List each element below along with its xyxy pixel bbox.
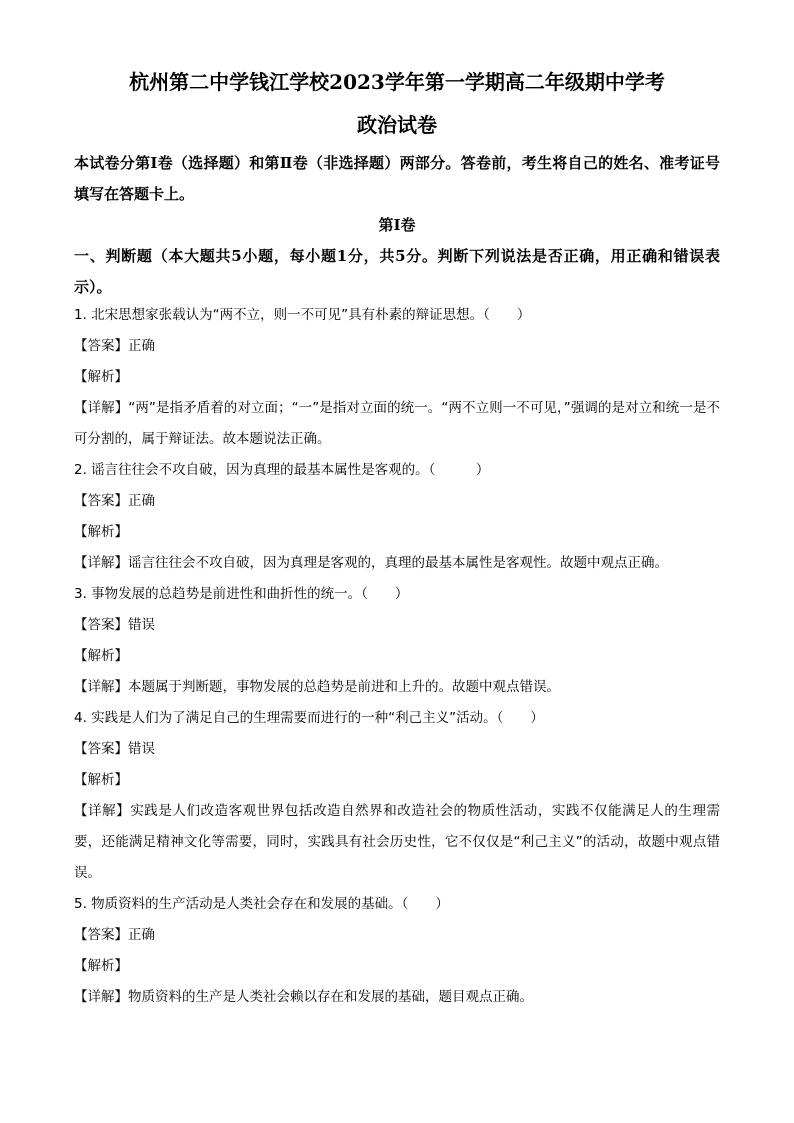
answer-line: [74, 331, 720, 362]
answer-line: [74, 486, 720, 517]
analysis-tag: 【解析】: [74, 524, 128, 540]
detail-tag: 【详解】: [74, 803, 131, 819]
detail-paragraph: [74, 796, 720, 889]
analysis-tag: 【解析】: [74, 369, 128, 385]
exam-subtitle: 政治试卷: [357, 113, 437, 137]
answer-tag: 【答案】: [74, 927, 128, 943]
detail-text: “两”是指矛盾着的对立面；“一”是指对立面的统一。“两不立则一不可见，”强调的是对立和统一是不可分割的，属于辩证法。故本题说法正确。: [74, 400, 721, 447]
answer-value: 正确: [128, 927, 155, 943]
analysis-tag: 【解析】: [74, 772, 128, 788]
detail-tag: 【详解】: [74, 989, 128, 1005]
analysis-line: [74, 362, 720, 393]
detail-text: 物质资料的生产是人类社会赖以存在和发展的基础，题目观点正确。: [128, 989, 533, 1005]
analysis-line: [74, 517, 720, 548]
detail-tag: 【详解】: [74, 555, 128, 571]
answer-tag: 【答案】: [74, 741, 128, 757]
question-stem: 2. 谣言往往会不攻自破，因为真理的最基本属性是客观的。（ ）: [74, 462, 490, 478]
detail-tag: 【详解】: [74, 400, 129, 416]
answer-tag: 【答案】: [74, 338, 128, 354]
part-title: 第Ⅰ卷: [378, 216, 416, 234]
answer-tag: 【答案】: [74, 493, 128, 509]
question-item: [74, 455, 720, 579]
detail-tag: 【详解】: [74, 679, 128, 695]
section-heading: 一、判断题（本大题共5小题，每小题1分，共5分。判断下列说法是否正确，用正确和错误表示）。: [74, 247, 720, 296]
detail-paragraph: [74, 393, 720, 455]
question-item: [74, 889, 720, 1013]
question-item: [74, 300, 720, 455]
detail-paragraph: [74, 672, 720, 703]
answer-value: 错误: [128, 617, 155, 633]
analysis-line: [74, 641, 720, 672]
analysis-line: [74, 765, 720, 796]
detail-paragraph: [74, 548, 720, 579]
question-item: [74, 579, 720, 703]
answer-tag: 【答案】: [74, 617, 128, 633]
answer-value: 错误: [128, 741, 155, 757]
question-list: [74, 300, 720, 1013]
analysis-tag: 【解析】: [74, 648, 128, 664]
exam-instructions: 本试卷分第Ⅰ卷（选择题）和第Ⅱ卷（非选择题）两部分。答卷前，考生将自己的姓名、准考证号填写在答题卡上。: [74, 154, 720, 203]
analysis-tag: 【解析】: [74, 958, 128, 974]
detail-text: 本题属于判断题，事物发展的总趋势是前进和上升的。故题中观点错误。: [128, 679, 560, 695]
question-stem: 3. 事物发展的总趋势是前进性和曲折性的统一。（ ）: [74, 586, 409, 602]
answer-line: [74, 734, 720, 765]
answer-value: 正确: [128, 493, 155, 509]
answer-value: 正确: [128, 338, 155, 354]
detail-text: 谣言往往会不攻自破，因为真理是客观的，真理的最基本属性是客观性。故题中观点正确。: [128, 555, 668, 571]
answer-line: [74, 920, 720, 951]
answer-line: [74, 610, 720, 641]
question-item: [74, 703, 720, 889]
analysis-line: [74, 951, 720, 982]
question-stem: 1. 北宋思想家张载认为“两不立，则一不可见”具有朴素的辩证思想。（ ）: [74, 307, 531, 323]
question-stem: 5. 物质资料的生产活动是人类社会存在和发展的基础。（ ）: [74, 896, 449, 912]
exam-title: 杭州第二中学钱江学校2023学年第一学期高二年级期中学考: [129, 70, 665, 94]
detail-text: 实践是人们改造客观世界包括改造自然界和改造社会的物质性活动，实践不仅能满足人的生理需要，还能满足精神文化等需要，同时，实践具有社会历史性，它不仅仅是“利己主义”的活动，故题中观点错误。: [74, 803, 721, 881]
question-stem: 4. 实践是人们为了满足自己的生理需要而进行的一种“利己主义”活动。（ ）: [74, 710, 544, 726]
detail-paragraph: [74, 982, 720, 1013]
